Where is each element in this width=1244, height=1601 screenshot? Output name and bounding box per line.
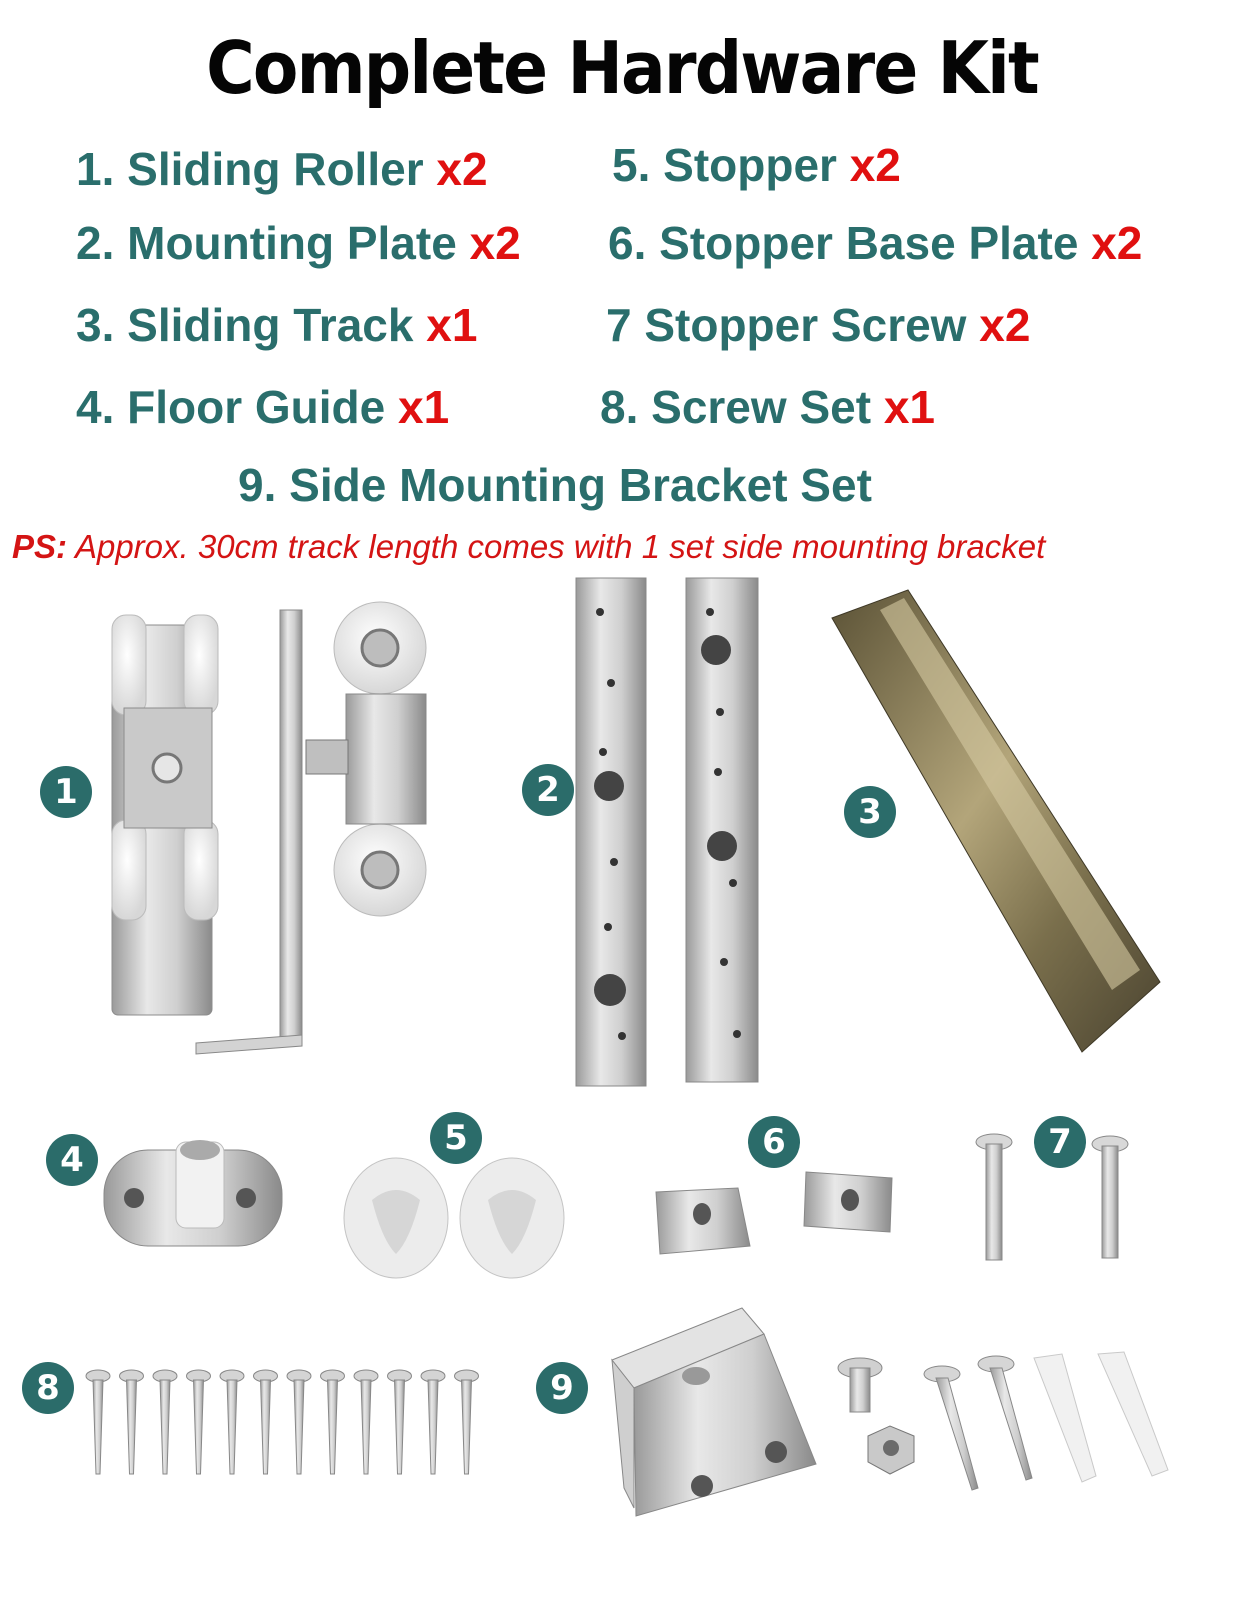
mounting-plate-image bbox=[686, 578, 758, 1082]
floor-guide-image bbox=[104, 1140, 282, 1246]
stopper-screw-image bbox=[976, 1134, 1012, 1260]
wall-anchor-image bbox=[1098, 1352, 1168, 1476]
stopper-base-plate-image bbox=[804, 1172, 892, 1232]
sliding-roller-side-image bbox=[306, 602, 426, 916]
badge-4: 4 bbox=[46, 1134, 98, 1186]
badge-5: 5 bbox=[430, 1112, 482, 1164]
item-mounting-plate: 2. Mounting Plate x2 bbox=[76, 217, 521, 269]
badge-6: 6 bbox=[748, 1116, 800, 1168]
screw bbox=[254, 1370, 278, 1474]
badge-1: 1 bbox=[40, 766, 92, 818]
badge-9: 9 bbox=[536, 1362, 588, 1414]
screw-set-image bbox=[86, 1370, 479, 1474]
item-screw-set: 8. Screw Set x1 bbox=[600, 381, 935, 433]
stopper-image bbox=[460, 1158, 564, 1278]
bracket-wood-screw-image bbox=[978, 1356, 1032, 1480]
item-floor-guide: 4. Floor Guide x1 bbox=[76, 381, 450, 433]
screw bbox=[421, 1370, 445, 1474]
stopper-image bbox=[344, 1158, 448, 1278]
sliding-roller-front-image bbox=[112, 615, 218, 1015]
stopper-base-plate-image bbox=[656, 1188, 750, 1254]
badge-2: 2 bbox=[522, 764, 574, 816]
bracket-bolt-image bbox=[838, 1358, 882, 1412]
screw bbox=[220, 1370, 244, 1474]
bracket-nut-image bbox=[868, 1426, 914, 1474]
side-bracket-image bbox=[612, 1308, 816, 1516]
badge-8: 8 bbox=[22, 1362, 74, 1414]
badge-7: 7 bbox=[1034, 1116, 1086, 1168]
stopper-screw-image bbox=[1092, 1136, 1128, 1258]
screw bbox=[86, 1370, 110, 1474]
screw bbox=[455, 1370, 479, 1474]
screw bbox=[287, 1370, 311, 1474]
item-stopper: 5. Stopper x2 bbox=[612, 139, 901, 191]
screw bbox=[388, 1370, 412, 1474]
page-title: Complete Hardware Kit bbox=[206, 26, 1038, 110]
bracket-wood-screw-image bbox=[924, 1366, 978, 1490]
item-stopper-base-plate: 6. Stopper Base Plate x2 bbox=[608, 217, 1143, 269]
ps-note: PS: Approx. 30cm track length comes with 1 set side mounting bracket bbox=[12, 528, 1046, 565]
screw bbox=[153, 1370, 177, 1474]
wall-anchor-image bbox=[1034, 1354, 1096, 1482]
badge-3: 3 bbox=[844, 786, 896, 838]
screw bbox=[354, 1370, 378, 1474]
mounting-plate-image bbox=[576, 578, 646, 1086]
item-sliding-track: 3. Sliding Track x1 bbox=[76, 299, 478, 351]
screw bbox=[187, 1370, 211, 1474]
item-sliding-roller: 1. Sliding Roller x2 bbox=[76, 143, 488, 195]
item-side-mounting-bracket-set: 9. Side Mounting Bracket Set bbox=[238, 459, 872, 511]
item-stopper-screw: 7 Stopper Screw x2 bbox=[606, 299, 1031, 351]
screw bbox=[120, 1370, 144, 1474]
screw bbox=[321, 1370, 345, 1474]
